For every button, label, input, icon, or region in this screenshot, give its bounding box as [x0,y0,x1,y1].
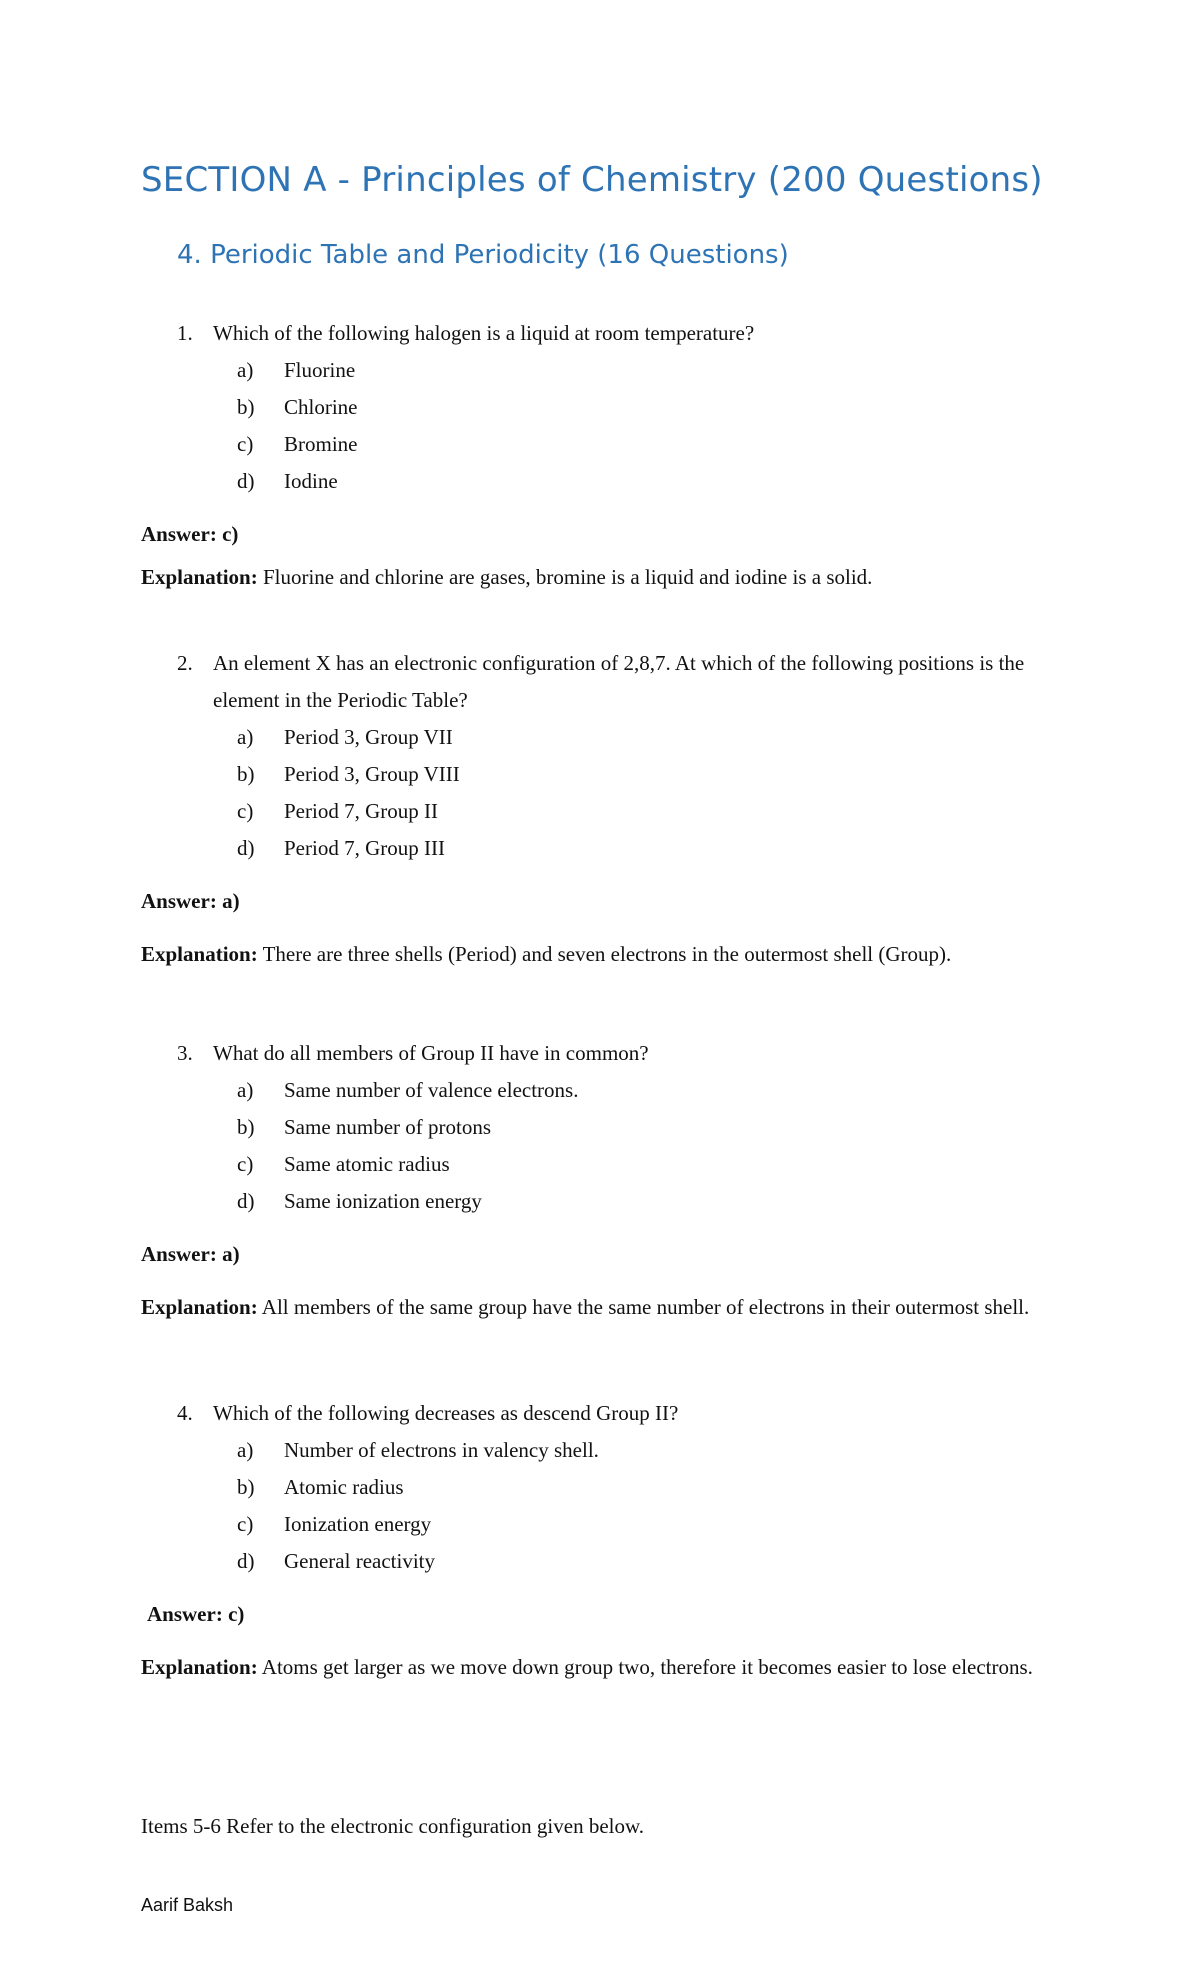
option-letter: a) [237,725,254,749]
answer-label: Answer: [141,1242,217,1266]
answer-line [141,1241,240,1267]
option-text: Same atomic radius [284,1152,450,1176]
answer-label: Answer: [141,522,217,546]
explanation-text: All members of the same group have the same number of electrons in their outermost shell. [261,1295,1030,1319]
option-letter: b) [237,1475,255,1499]
explanation-text: Atoms get larger as we move down group two, therefore it becomes easier to lose electrons. [261,1655,1033,1679]
option-letter: a) [237,1438,254,1462]
option-letter: d) [237,836,255,860]
question-text: Which of the following halogen is a liquid at room temperature? [213,321,755,345]
answer-value: c) [222,522,239,546]
answer-line [141,521,238,547]
option-text: Chlorine [284,395,358,419]
option-text: General reactivity [284,1549,435,1573]
explanation-line [141,941,951,967]
option-letter: a) [237,358,254,382]
option-text: Period 3, Group VIII [284,762,460,786]
question-text: An element X has an electronic configuration of 2,8,7. At which of the following positions is the [213,651,1025,675]
option-letter: d) [237,469,255,493]
option-letter: c) [237,1152,254,1176]
option-text: Bromine [284,432,358,456]
option-text: Same ionization energy [284,1189,482,1213]
option-text: Atomic radius [284,1475,404,1499]
option-letter: c) [237,799,254,823]
option-text: Iodine [284,469,338,493]
answer-value: a) [222,889,240,913]
explanation-text: Fluorine and chlorine are gases, bromine is a liquid and iodine is a solid. [262,565,873,589]
answer-line [141,888,240,914]
option-letter: a) [237,1078,254,1102]
answer-label: Answer: [147,1602,223,1626]
option-text: Number of electrons in valency shell. [284,1438,599,1462]
option-text: Same number of protons [284,1115,492,1139]
option-text: Period 7, Group III [284,836,445,860]
question-number: 4. [177,1401,193,1425]
explanation-label: Explanation: [141,565,258,589]
option-text: Same number of valence electrons. [284,1078,579,1102]
question-text: Which of the following decreases as descend Group II? [213,1401,679,1425]
option-letter: c) [237,1512,254,1536]
option-letter: b) [237,395,255,419]
option-letter: d) [237,1549,255,1573]
question-number: 3. [177,1041,193,1065]
option-letter: c) [237,432,254,456]
question-number: 2. [177,651,193,675]
answer-value: a) [222,1242,240,1266]
question-text: What do all members of Group II have in common? [213,1041,649,1065]
question-text-continued: element in the Periodic Table? [213,688,468,712]
option-letter: b) [237,762,255,786]
answer-line [147,1601,244,1627]
option-letter: d) [237,1189,255,1213]
explanation-label: Explanation: [141,1655,258,1679]
explanation-line [141,1294,1029,1320]
subsection-title: 4. Periodic Table and Periodicity (16 Questions) [177,240,789,270]
footer-author: Aarif Baksh [141,1895,234,1915]
explanation-label: Explanation: [141,1295,258,1319]
option-text: Fluorine [284,358,356,382]
option-text: Period 7, Group II [284,799,438,823]
option-letter: b) [237,1115,255,1139]
section-title: SECTION A - Principles of Chemistry (200 Questions) [141,160,1043,200]
question-number: 1. [177,321,193,345]
explanation-line [141,564,872,590]
explanation-label: Explanation: [141,942,258,966]
option-text: Period 3, Group VII [284,725,453,749]
items-note: Items 5-6 Refer to the electronic configuration given below. [141,1814,645,1838]
explanation-line [141,1654,1033,1680]
answer-label: Answer: [141,889,217,913]
answer-value: c) [228,1602,245,1626]
option-text: Ionization energy [284,1512,432,1536]
explanation-text: There are three shells (Period) and seven electrons in the outermost shell (Group). [262,942,952,966]
